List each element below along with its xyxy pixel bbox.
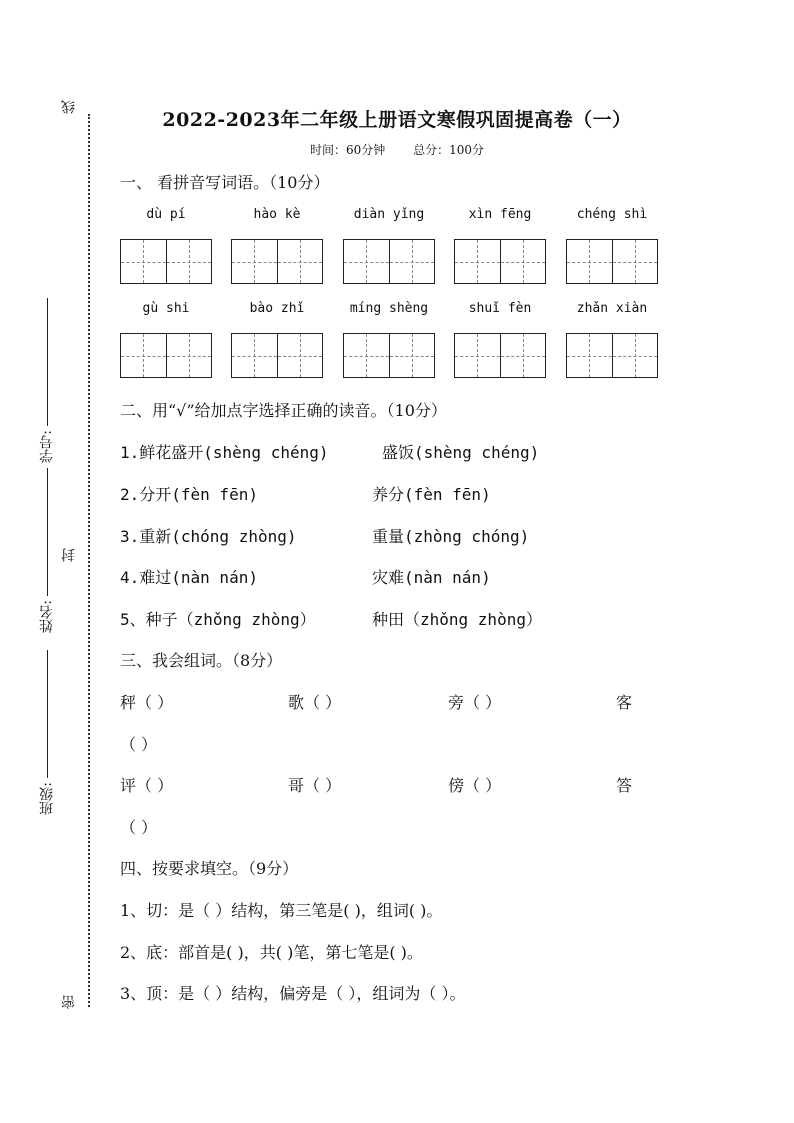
word-blank[interactable]: 评（ ） bbox=[120, 776, 174, 795]
pinyin: diàn yǐng bbox=[353, 207, 425, 222]
word-blank[interactable]: 旁（ ） bbox=[448, 693, 502, 712]
pinyin: zhǎn xiàn bbox=[576, 301, 648, 316]
question-item[interactable]: 5、种子（zhǒng zhòng） bbox=[120, 610, 316, 629]
question-item[interactable]: 灾难(nàn nán) bbox=[372, 568, 491, 587]
word-blank[interactable]: 哥（ ） bbox=[288, 776, 342, 795]
page-title: 2022-2023年二年级上册语文寒假巩固提高卷（一） bbox=[162, 109, 632, 131]
section1-heading: 一、 看拼音写词语。（10分） bbox=[120, 173, 330, 192]
pinyin: hào kè bbox=[253, 207, 301, 222]
xuehao-blank[interactable] bbox=[47, 298, 48, 426]
writing-box[interactable] bbox=[343, 239, 435, 284]
banji-label: 班级: bbox=[39, 782, 55, 815]
xuehao-label: 学号: bbox=[39, 430, 55, 463]
writing-box[interactable] bbox=[120, 333, 212, 378]
word-blank[interactable]: 答 bbox=[616, 776, 633, 795]
writing-box[interactable] bbox=[343, 333, 435, 378]
pinyin: shuǐ fèn bbox=[468, 301, 532, 316]
question-item[interactable]: 1、切：是（ ）结构，第三笔是( )，组词( )。 bbox=[120, 901, 443, 920]
word-blank[interactable]: 客 bbox=[616, 693, 633, 712]
margin-feng: 封 bbox=[61, 548, 77, 562]
time-info: 时间：60分钟 bbox=[309, 143, 386, 157]
score-info: 总分：100分 bbox=[413, 143, 484, 157]
margin-mi: 密 bbox=[61, 995, 77, 1009]
writing-box[interactable] bbox=[566, 333, 658, 378]
section4-heading: 四、按要求填空。（9分） bbox=[120, 859, 299, 878]
writing-box[interactable] bbox=[231, 239, 323, 284]
xingming-blank[interactable] bbox=[47, 468, 48, 596]
pinyin: gù shi bbox=[142, 301, 190, 316]
writing-box[interactable] bbox=[454, 239, 546, 284]
writing-box[interactable] bbox=[454, 333, 546, 378]
word-blank[interactable]: 傍（ ） bbox=[448, 776, 502, 795]
pinyin: chéng shì bbox=[576, 207, 648, 222]
word-blank[interactable]: 歌（ ） bbox=[288, 693, 342, 712]
section3-heading: 三、我会组词。（8分） bbox=[120, 651, 283, 670]
exam-meta bbox=[0, 141, 794, 158]
writing-box[interactable] bbox=[120, 239, 212, 284]
word-blank[interactable]: （ ） bbox=[120, 818, 158, 837]
question-item[interactable]: 养分(fèn fēn) bbox=[372, 485, 491, 504]
xingming-label: 姓名: bbox=[39, 600, 55, 633]
margin-xian: 线 bbox=[61, 100, 77, 114]
question-item[interactable]: 1.鲜花盛开(shèng chéng) bbox=[120, 443, 329, 462]
word-blank[interactable]: （ ） bbox=[120, 735, 158, 754]
word-blank[interactable]: 秤（ ） bbox=[120, 693, 174, 712]
pinyin: míng shèng bbox=[349, 301, 429, 316]
writing-box[interactable] bbox=[566, 239, 658, 284]
pinyin: xìn fēng bbox=[468, 207, 532, 222]
section2-heading: 二、用“√”给加点字选择正确的读音。（10分） bbox=[120, 401, 447, 420]
question-item[interactable]: 4.难过(nàn nán) bbox=[120, 568, 258, 587]
binding-dotted-line bbox=[88, 114, 90, 1007]
question-item[interactable]: 2、底：部首是( )，共( )笔，第七笔是( )。 bbox=[120, 943, 423, 962]
question-item[interactable]: 3、顶：是（ ）结构，偏旁是（ ），组词为（ ）。 bbox=[120, 984, 466, 1003]
writing-box[interactable] bbox=[231, 333, 323, 378]
question-item[interactable]: 种田（zhǒng zhòng） bbox=[372, 610, 542, 629]
question-item[interactable]: 重量(zhòng chóng) bbox=[372, 527, 530, 546]
pinyin: dù pí bbox=[146, 207, 186, 222]
banji-blank[interactable] bbox=[47, 650, 48, 778]
question-item[interactable]: 盛饭(shèng chéng) bbox=[382, 443, 540, 462]
question-item[interactable]: 3.重新(chóng zhòng) bbox=[120, 527, 297, 546]
question-item[interactable]: 2.分开(fèn fēn) bbox=[120, 485, 258, 504]
pinyin: bào zhǐ bbox=[249, 301, 305, 316]
